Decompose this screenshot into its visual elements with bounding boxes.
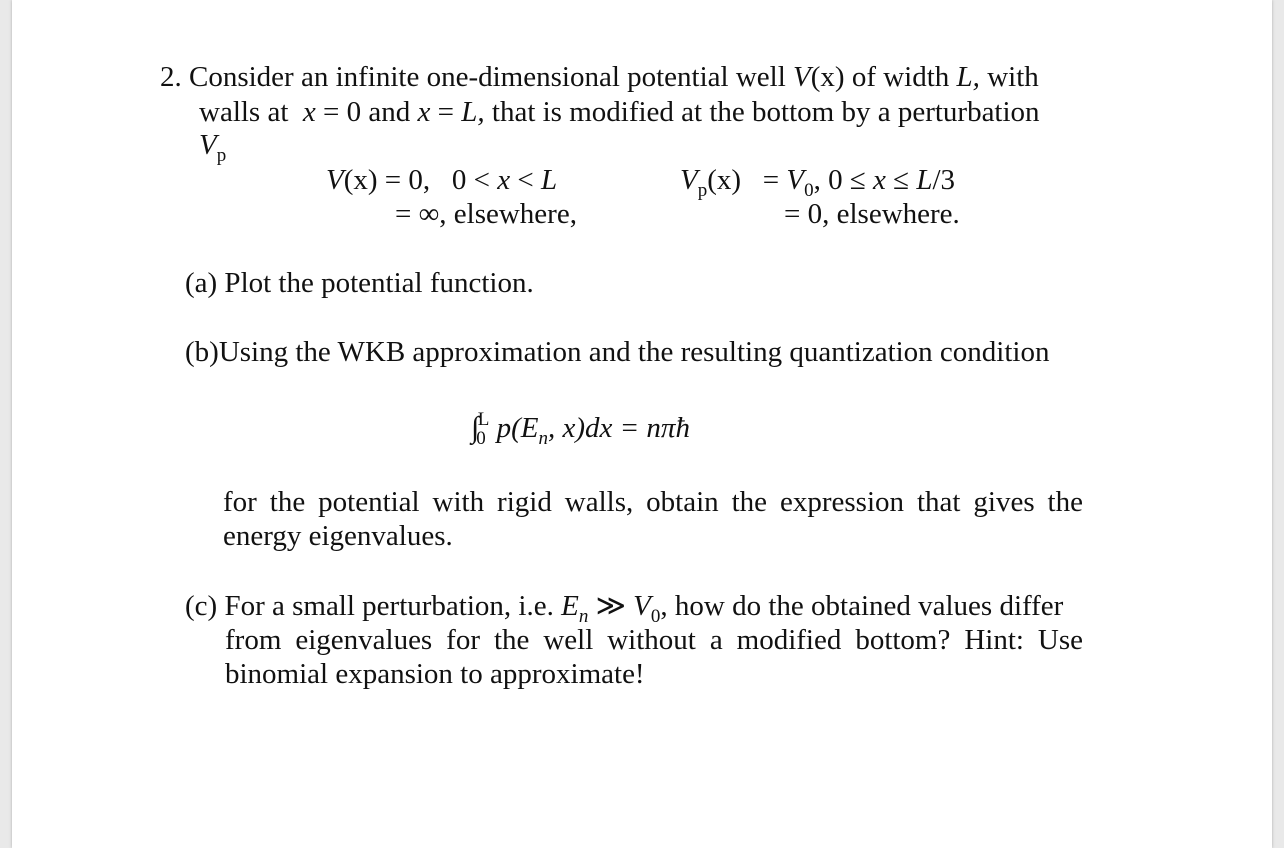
intro2-x2: x	[417, 96, 431, 128]
intro2-text-1: walls at	[199, 96, 289, 128]
pot-vp-x: (x)	[707, 164, 742, 196]
part-b-label: (b)	[185, 336, 219, 368]
eq-n-sub: n	[538, 428, 548, 449]
part-c-text-2: , how do the obtained values differ	[660, 590, 1064, 622]
part-b-cont-2: energy eigenvalues.	[223, 520, 453, 552]
pot-vp-cond-x: x	[873, 164, 886, 196]
intro-x: (x)	[810, 61, 845, 93]
part-a-text: (a) Plot the potential function.	[185, 267, 534, 299]
integral-sign: ∫	[471, 411, 480, 444]
pot-v: V	[326, 164, 344, 196]
pot-vp-cond-L: L	[916, 164, 933, 196]
document-page	[12, 0, 1272, 848]
pot-v-cond-L: L	[541, 164, 558, 196]
part-a	[185, 266, 534, 300]
part-c-text-1: For a small perturbation, i.e.	[224, 590, 554, 622]
intro-text-3: with	[987, 61, 1039, 93]
intro3-sub: p	[216, 145, 227, 166]
pot-v-eq: = 0,	[384, 164, 431, 196]
pot-v-cond-a: 0 <	[451, 164, 491, 196]
intro-text-2: of width	[851, 61, 950, 93]
pot-v-cond-b: <	[517, 164, 534, 196]
pot-vp-v0-sub: 0	[804, 180, 814, 201]
problem-intro-line-3	[199, 128, 226, 166]
part-b-continuation-line-1	[223, 485, 1083, 519]
pot-v-cond-x: x	[497, 164, 511, 196]
pot-v-row2: = ∞, elsewhere,	[395, 198, 577, 230]
intro-text-1: Consider an infinite one-dimensional potential well	[189, 61, 786, 93]
intro2-eq1: = 0 and	[323, 96, 411, 128]
intro2-L: L,	[461, 96, 485, 128]
eq-rest: , x)dx = nπħ	[547, 412, 690, 444]
eq-p: p(E	[496, 412, 539, 444]
pot-v-x: (x)	[343, 164, 378, 196]
potential-v-row-1	[326, 163, 557, 197]
quantization-equation	[471, 411, 690, 449]
part-c-line-2	[225, 623, 1083, 657]
intro2-text-2: that is modified at the bottom by a perturbation	[491, 96, 1040, 128]
potential-v-row-2	[395, 197, 577, 231]
intro2-eq2: =	[437, 96, 454, 128]
problem-intro-line-2	[199, 95, 1040, 129]
pot-vp-cond-b: ≤	[893, 164, 910, 196]
pot-vp-eq: =	[762, 164, 780, 196]
pot-vp-cond-c: /3	[932, 164, 956, 196]
part-c-V-sub: 0	[650, 606, 661, 627]
pot-vp-cond-a: , 0 ≤	[813, 164, 866, 196]
intro3-v: V	[199, 129, 217, 161]
part-b-text: Using the WKB approximation and the resulting quantization condition	[218, 336, 1050, 368]
pot-vp: V	[680, 164, 698, 196]
integral-lower: 0	[476, 428, 486, 449]
intro-L: L,	[956, 61, 980, 93]
pot-vp-sub: p	[697, 180, 708, 201]
intro-v: V	[793, 61, 811, 93]
part-c-line-2-text: from eigenvalues for the well without a modified bottom? Hint: Use	[225, 624, 1083, 656]
part-c-E-sub: n	[578, 606, 589, 627]
intro2-x1: x	[302, 96, 316, 128]
part-c-line-3-text: binomial expansion to approximate!	[225, 658, 645, 690]
problem-number: 2.	[160, 61, 182, 93]
pot-vp-v0: V	[786, 164, 805, 196]
part-b-cont-1: for the potential with rigid walls, obtain the expression that gives the	[223, 486, 1083, 518]
part-c-E: E	[561, 590, 579, 622]
integral-upper: L	[477, 409, 490, 430]
part-c-gg: ≫	[588, 590, 634, 622]
part-c-label: (c)	[185, 590, 218, 622]
problem-intro-line-1	[160, 60, 1039, 94]
part-b-continuation-line-2	[223, 519, 453, 553]
part-c-V: V	[633, 590, 651, 622]
part-c-line-1	[185, 589, 1063, 627]
pot-vp-row2: = 0, elsewhere.	[784, 198, 960, 230]
part-b	[185, 335, 1049, 369]
potential-vp-row-1	[680, 163, 955, 201]
potential-vp-row-2	[784, 197, 960, 231]
part-c-line-3	[225, 657, 645, 691]
